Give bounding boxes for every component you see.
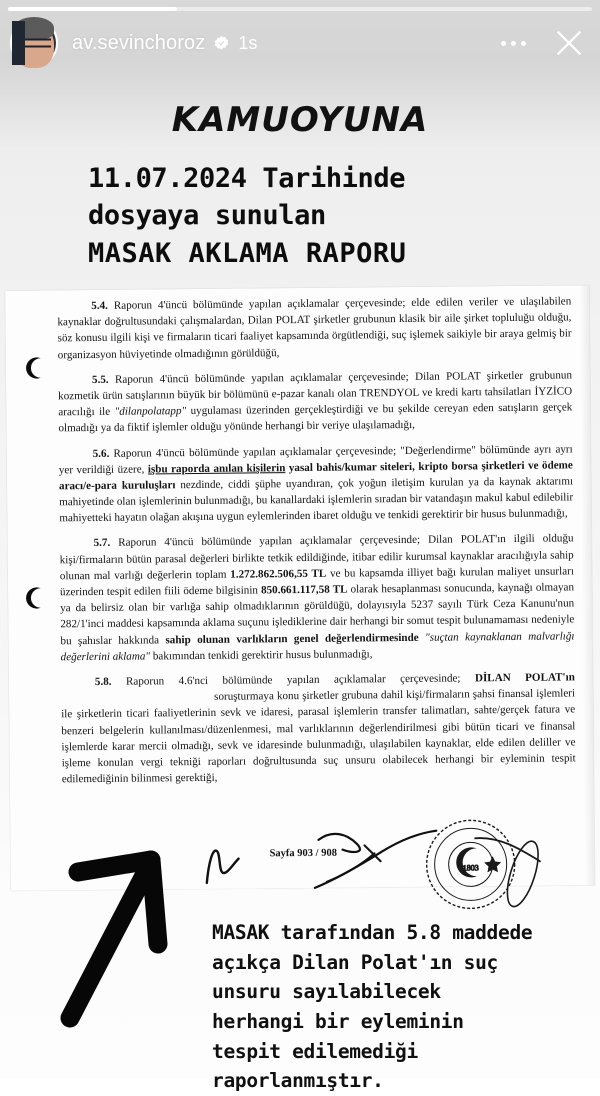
- subtitle-line-2: dosyaya sunulan: [88, 200, 326, 232]
- paragraph-bold: DİLAN POLAT'ın: [474, 671, 575, 685]
- caption-line-3: unsuru sayılabilecek: [212, 980, 441, 1004]
- more-options-icon[interactable]: [501, 41, 526, 46]
- hand-drawn-arrow-icon: [52, 828, 232, 1028]
- story-author[interactable]: [72, 32, 257, 55]
- document-paragraph-5-5: [58, 367, 573, 437]
- page-number-label: Sayfa 903 / 908: [269, 847, 337, 860]
- paragraph-number: 5.7.: [93, 537, 111, 550]
- caption-line-2: açıkça Dilan Polat'ın suç: [212, 950, 499, 974]
- caption-line-4: herhangi bir eyleminin: [212, 1009, 464, 1033]
- subtitle-line-1: 11.07.2024 Tarihinde: [88, 163, 406, 194]
- paragraph-bold: sahip olunan varlıkların genel değerlendirmesinde: [165, 631, 419, 646]
- verified-badge-icon: [213, 35, 230, 52]
- paragraph-text: bakımından tenkidi gerektirir husus bulunmadığı,: [149, 648, 373, 663]
- caption-line-1: MASAK tarafından 5.8 maddede: [212, 921, 533, 944]
- crescent-moon-icon: [22, 585, 48, 611]
- avatar-shadow: [12, 21, 25, 65]
- paragraph-text: nezdinde, ciddi şüphe uyandıran, çok yoğun iletişim kurulan ya da kaynak aktarımı mahiyetinde olan işlemlerinin bulunmadığı, bu kanallardaki işlemlerin sıradan bir vatandaşın makul kabul edilebilir mahiyetteki hayatın olağan akışına uygun eylemlerinden ibaret olduğu ve tenkidi gerektirir bir husus bulunmadığı,: [59, 475, 574, 525]
- crescent-moon-icon: [22, 355, 48, 381]
- document-paragraph-5-6: [59, 441, 574, 527]
- paragraph-number: 5.6.: [92, 447, 110, 460]
- official-seal-stamp-icon: [414, 818, 555, 919]
- paragraph-number: 5.8.: [94, 675, 112, 688]
- paragraph-text: olarak hesaplanması sonucunda, kaynağı olmayan ya da belirsiz olan bir varlığa sahip olmadıklarının görüldüğü, dolayısıyla 5237 sayılı Türk Ceza Kanunu'nun 282/1'inci maddesi kapsamında aklama suçunu işlediklerine dair herhangi bir somut tespit bulunamaması nedeniyle bu şahıslar hakkında: [60, 581, 575, 647]
- paragraph-bold: yasal bahis/kumar siteleri, kripto borsa şirketleri ve ödeme aracı/e-para kuruluşları: [58, 459, 573, 493]
- close-icon[interactable]: [552, 26, 586, 60]
- page-title: KAMUOYUNA: [171, 100, 429, 140]
- paragraph-text: Raporun 4'üncü bölümünde yapılan açıklamalar çerçevesinde; elde edilen veriler ve ulaşılabilen kaynaklar doğrultusundaki çalışmalardan, Dilan POLAT şirketler grubunun klasik bir aile şirket topluluğu olduğu, söz konusu ilgili kişi ve firmaların ticari faaliyet kapsamında örgütlendiği, suç işlemek saikiyle bir araya gelmiş bir organizasyon hüviyetinde olmadığının görüldüğü,: [57, 295, 572, 361]
- paragraph-text: Raporun 4'üncü bölümünde yapılan açıklamalar çerçevesinde; Dilan POLAT'ın ilgili olduğu kişi/firmaların bütün parasal değerleri birlikte tetkik edildiğinde, itibar edilir kurumsal kaynaklar aracılığıyla sahip olunan mal varlığı değerlerin toplam: [59, 532, 574, 583]
- document-paragraph-5-7: [59, 531, 574, 665]
- paragraph-emphasis: "suçtan kaynaklanan malvarlığı değerlerini aklama": [60, 629, 575, 664]
- subtitle-line-3: MASAK AKLAMA RAPORU: [88, 237, 407, 269]
- paragraph-text: soruşturmaya konu şirketler grubuna dahil kişi/firmaların şahsi finansal işlemleri ile şirketlerin ticari faaliyetlerinin sevk ve idaresi, parasal işlemlerin transfer talimatları, sahte/gerçek fatura ve benzeri belgelerin kullanılması/düzenlenmesi, mal varlıklarının değerlendirilmesi gibi bütün ticari ve finansal işlemlerde karar mercii olmadığı, sevk ve idaresinde bulunmadığı, ulaşılabilen kaynaklar, elde edilen deliller ve işleme konulan vergi tekniği raporları doğrultusunda suç unsuru olabilecek herhangi bir eyleminin tespit edilemediğinin bilinmesi gerektiği,: [61, 687, 576, 786]
- document-paragraph-5-8: [61, 669, 576, 787]
- caption-line-5: tespit edilemediği: [212, 1039, 418, 1063]
- paragraph-number: 5.5.: [91, 373, 109, 386]
- story-timestamp: 1s: [238, 32, 258, 53]
- paragraph-text: Raporun 4'üncü bölümünde yapılan açıklamalar çerçevesinde; "Değerlendirme" bölümünde ayrı ayrı yer verildiği üzere,: [58, 442, 573, 476]
- paragraph-underline: işbu raporda anılan kişilerin: [147, 461, 286, 476]
- document-body: [57, 293, 576, 796]
- story-header-actions: [501, 26, 590, 60]
- story-progress-bar[interactable]: [8, 7, 592, 11]
- paragraph-number: 5.4.: [91, 299, 108, 312]
- caption-line-6: raporlanmıştır.: [212, 1069, 384, 1093]
- paragraph-text: Raporun 4.6'nci bölümünde yapılan açıklamalar çerçevesinde;: [111, 672, 475, 688]
- story-header: [10, 18, 590, 68]
- story-subtitle: [88, 160, 538, 272]
- paragraph-text: uygulaması üzerinden gerçekleştirdiği ve bu şekilde cereyan eden satışların gerçek olmadığı ya da fiktif işlemler olduğu yönünde herhangi bir veriye ulaşılamadığı,: [58, 401, 573, 435]
- paragraph-text: ve bu kapsamda illiyet bağı kurulan maliyet unsurları üzerinden tespit edilen fiili ödeme bilgisinin: [59, 565, 574, 599]
- username-label: av.sevinchoroz: [72, 31, 206, 54]
- document-paragraph-5-4: [57, 293, 572, 363]
- story-bottom-caption: [212, 918, 592, 1096]
- story-progress-fill: [8, 7, 177, 11]
- paragraph-text: Raporun 4'üncü bölümünde yapılan açıklamalar çerçevesinde; Dilan POLAT şirketler grubunun kozmetik ürün satışlarının büyük bir bölümünü e-pazar kanalı olan TRENDYOL ve kredi kartı tahsilatları İYZİCO aracılığı ile: [58, 369, 573, 419]
- svg-text:1803: 1803: [462, 863, 479, 873]
- amount-actual-payment: 850.661.117,58 TL: [260, 583, 348, 597]
- redacted-region: [61, 690, 211, 702]
- scanned-document-image: [5, 285, 595, 891]
- paragraph-emphasis: "dilanpolatapp": [114, 405, 187, 418]
- amount-total-assets: 1.272.862.506,55 TL: [230, 567, 327, 581]
- avatar[interactable]: [10, 19, 58, 67]
